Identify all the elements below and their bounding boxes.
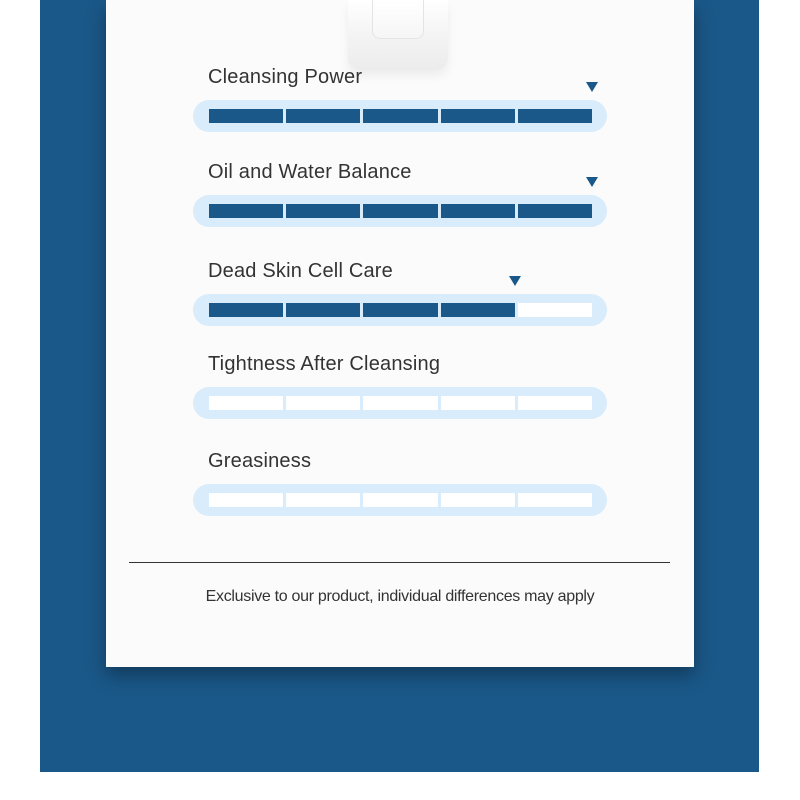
marker-down-icon [586,177,598,187]
rating-track [193,195,607,227]
rating-segment-filled [441,303,515,317]
rating-segment-filled [209,204,283,218]
rating-track [193,484,607,516]
rating-segment-empty [363,493,437,507]
rating-segment-filled [363,204,437,218]
rating-segment-filled [363,109,437,123]
rating-segment-filled [441,109,515,123]
rating-segments [209,493,592,507]
rating-row [0,450,800,530]
rating-segments [209,303,592,317]
rating-segment-empty [363,396,437,410]
product-bottle-image [348,0,448,70]
rating-track [193,100,607,132]
rating-label: Oil and Water Balance [208,161,412,183]
rating-segments [209,396,592,410]
rating-label: Dead Skin Cell Care [208,260,393,282]
rating-track [193,294,607,326]
rating-row [0,353,800,433]
rating-segment-empty [441,396,515,410]
rating-segment-empty [518,396,592,410]
rating-segment-empty [209,493,283,507]
rating-segments [209,109,592,123]
rating-label: Greasiness [208,450,312,472]
rating-segment-empty [209,396,283,410]
rating-segment-filled [518,204,592,218]
rating-row [0,260,800,340]
rating-segment-filled [286,303,360,317]
rating-row [0,161,800,241]
rating-label: Cleansing Power [208,66,363,88]
rating-segment-filled [518,109,592,123]
marker-down-icon [586,82,598,92]
rating-segment-empty [441,493,515,507]
rating-segment-filled [209,303,283,317]
rating-segment-filled [363,303,437,317]
rating-row [0,66,800,146]
rating-segment-empty [518,303,592,317]
product-cap [372,0,424,39]
rating-label: Tightness After Cleansing [208,353,441,375]
rating-segment-filled [209,109,283,123]
rating-segments [209,204,592,218]
rating-track [193,387,607,419]
rating-segment-filled [286,109,360,123]
rating-segment-empty [286,493,360,507]
rating-segment-filled [286,204,360,218]
marker-down-icon [509,276,521,286]
rating-segment-empty [518,493,592,507]
rating-segment-filled [441,204,515,218]
disclaimer-text: Exclusive to our product, individual differences may apply [205,588,595,605]
rating-segment-empty [286,396,360,410]
divider-line [129,562,670,563]
